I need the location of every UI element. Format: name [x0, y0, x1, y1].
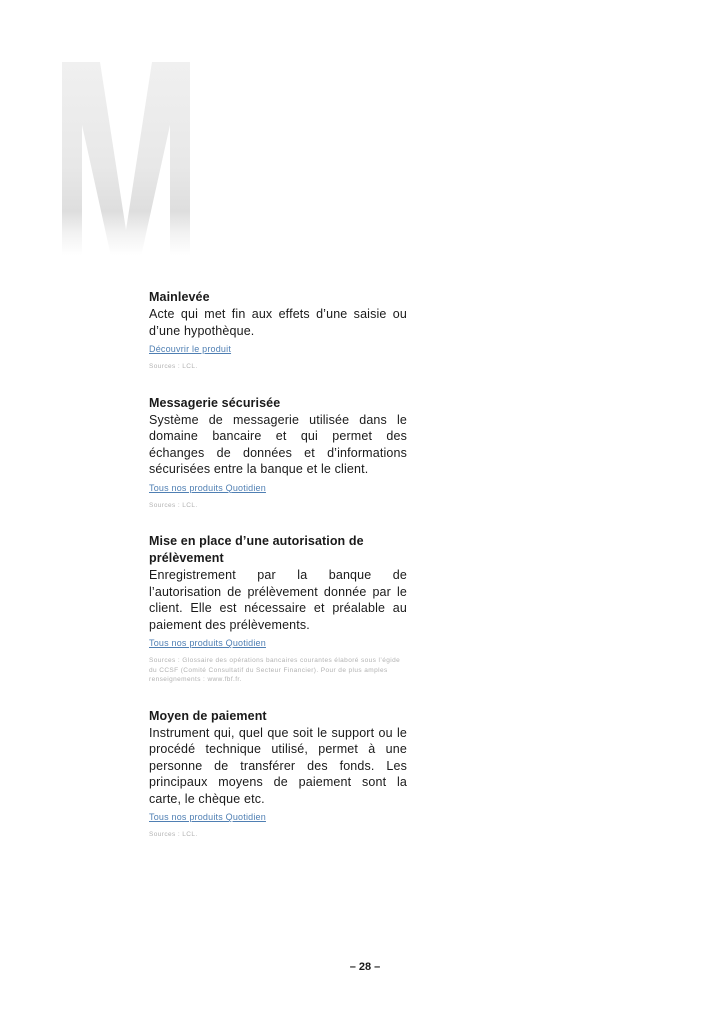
- entry-source: Sources : Glossaire des opérations bancaires courantes élaboré sous l’égide du CCSF (Comité Consultatif du Secteur Financier). Pour de plus amples renseignements : www.fbf.fr.: [149, 657, 401, 683]
- glossary-entry: [149, 533, 407, 685]
- entry-link[interactable]: Découvrir le produit: [149, 344, 232, 354]
- entry-link[interactable]: Tous nos produits Quotidien: [149, 812, 266, 822]
- page-number: – 28 –: [349, 961, 381, 973]
- svg-text:M: M: [52, 30, 53, 31]
- entry-definition: Instrument qui, quel que soit le support ou le procédé technique utilisé, permet à une personne de transférer des fonds. Les principaux moyens de paiement sont la carte, le chèque etc.: [149, 725, 407, 806]
- entry-term: Moyen de paiement: [149, 708, 267, 723]
- glossary-entry: [149, 708, 407, 840]
- entry-definition: Système de messagerie utilisée dans le domaine bancaire et qui permet des échanges de données et d’informations sécurisées entre la banque et le client.: [149, 412, 407, 476]
- entry-term: Mise en place d’une autorisation de prélèvement: [149, 534, 364, 565]
- entry-term: Messagerie sécurisée: [149, 395, 281, 410]
- entry-link[interactable]: Tous nos produits Quotidien: [149, 638, 266, 648]
- glossary-entries: [149, 289, 407, 860]
- entry-source: Sources : LCL.: [149, 501, 198, 509]
- entry-term: Mainlevée: [149, 290, 210, 304]
- entry-definition: Enregistrement par la banque de l’autorisation de prélèvement donnée par le client. Elle est nécessaire et préalable au paiement des prélèvements.: [149, 568, 407, 632]
- entry-definition: Acte qui met fin aux effets d’une saisie ou d’une hypothèque.: [149, 307, 407, 338]
- entry-source: Sources : LCL.: [149, 831, 198, 838]
- glossary-entry: [149, 289, 407, 372]
- glossary-entry: [149, 395, 407, 511]
- entry-source: Sources : LCL.: [149, 363, 198, 370]
- section-letter-m: [52, 30, 212, 320]
- entry-link[interactable]: Tous nos produits Quotidien: [149, 482, 266, 493]
